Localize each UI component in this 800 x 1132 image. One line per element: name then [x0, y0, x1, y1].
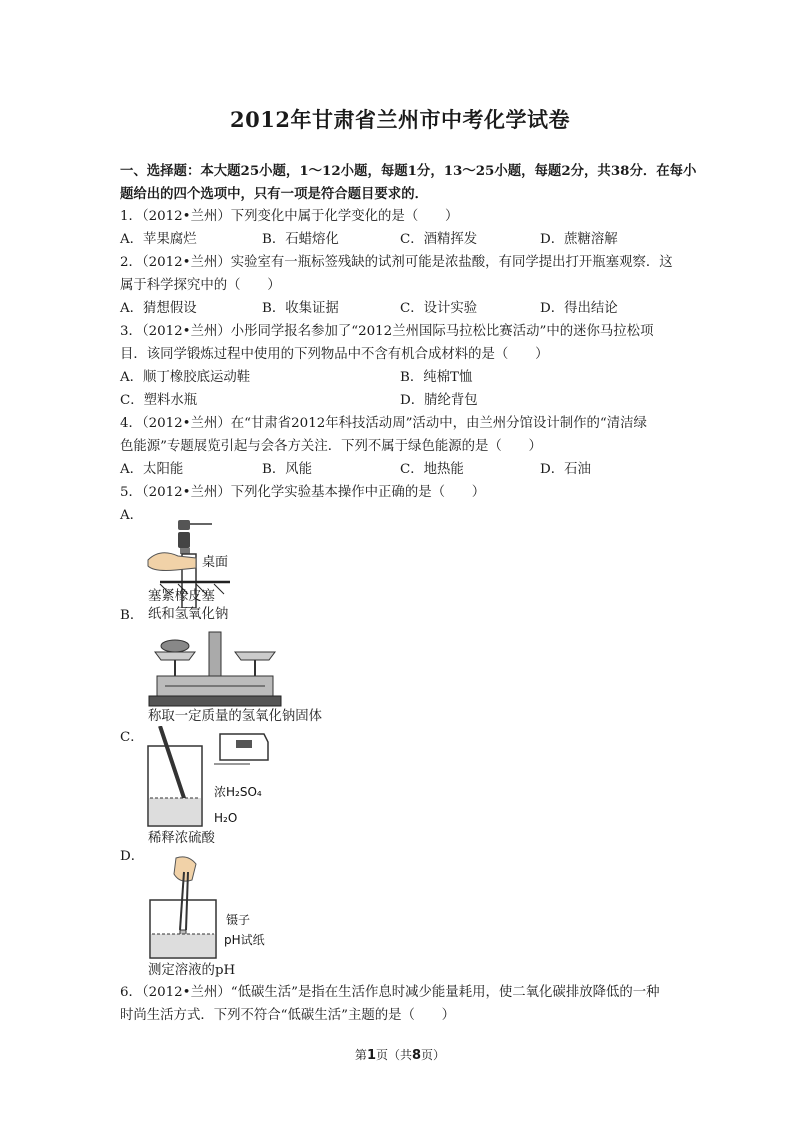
- fig-d-ph-paper-label: pH试纸: [224, 933, 265, 947]
- page-title: 2012年甘肃省兰州市中考化学试卷: [230, 107, 570, 132]
- q5-stem: 5．（2012•兰州）下列化学实验基本操作中正确的是（ ）: [120, 485, 486, 500]
- q3-option-c: C．塑料水瓶: [120, 393, 198, 408]
- q3-option-a: A．顺丁橡胶底运动鞋: [120, 370, 251, 385]
- q1-option-b: B．石蜡熔化: [262, 232, 339, 247]
- q5-option-a: A．: [120, 508, 144, 523]
- q2-option-b: B．收集证据: [262, 301, 339, 316]
- fig-a-desk-label: 桌面: [202, 555, 229, 570]
- section-heading-line2: 题给出的四个选项中，只有一项是符合题目要求的．: [120, 186, 428, 202]
- fig-c-caption: 稀释浓硫酸: [148, 831, 215, 846]
- figure-measure-ph: [140, 854, 280, 962]
- fig-d-tweezers-label: 镊子: [226, 913, 251, 927]
- q3-option-b: B．纯棉T恤: [400, 370, 473, 385]
- footer-total-pages: 8: [412, 1048, 422, 1063]
- q6-stem-line1: 6．（2012•兰州）“低碳生活”是指在生活作息时减少能量耗用，使二氧化碳排放降低的一种: [120, 985, 660, 1000]
- footer-prefix: 第: [354, 1048, 367, 1062]
- fig-c-water-label: H₂O: [214, 811, 238, 825]
- q3-option-d: D．腈纶背包: [400, 393, 478, 408]
- figure-dilute-acid: [140, 726, 280, 832]
- section-heading-line1: 一、选择题：本大题25小题，1～12小题，每题1分，13～25小题，每题2分，共38分．在每小: [120, 163, 697, 179]
- q1-option-c: C．酒精挥发: [400, 232, 478, 247]
- q5-option-b: B．: [120, 608, 144, 623]
- q1-option-d: D．蔗糖溶解: [540, 232, 618, 247]
- q1-stem: 1．（2012•兰州）下列变化中属于化学变化的是（ ）: [120, 209, 459, 224]
- q3-stem-line1: 3．（2012•兰州）小彤同学报名参加了“2012兰州国际马拉松比赛活动”中的迷你马拉松项: [120, 324, 654, 339]
- q2-stem-line2: 属于科学探究中的（ ）: [120, 278, 281, 293]
- q5-option-c: C．: [120, 730, 144, 745]
- q3-stem-line2: 目．该同学锻炼过程中使用的下列物品中不含有机合成材料的是（ ）: [120, 347, 549, 362]
- q4-option-d: D．石油: [540, 462, 591, 477]
- q6-stem-line2: 时尚生活方式．下列不符合“低碳生活”主题的是（ ）: [120, 1008, 456, 1023]
- fig-c-acid-label: 浓H₂SO₄: [214, 785, 262, 799]
- footer-suffix: 页）: [421, 1048, 446, 1062]
- q4-option-b: B．风能: [262, 462, 313, 477]
- q5-option-d: D．: [120, 849, 145, 864]
- fig-b-label: 纸和氢氧化钠: [148, 607, 229, 622]
- q2-option-a: A．猜想假设: [120, 301, 197, 316]
- q2-option-d: D．得出结论: [540, 301, 618, 316]
- page-footer: [0, 1046, 800, 1063]
- q2-option-c: C．设计实验: [400, 301, 478, 316]
- q1-option-a: A．苹果腐烂: [120, 232, 197, 247]
- q2-stem-line1: 2．（2012•兰州）实验室有一瓶标签残缺的试剂可能是浓盐酸，有同学提出打开瓶塞观察．这: [120, 255, 673, 270]
- q4-option-a: A．太阳能: [120, 462, 184, 477]
- fig-d-caption: 测定溶液的pH: [148, 963, 236, 978]
- q4-stem-line1: 4．（2012•兰州）在“甘肃省2012年科技活动周”活动中，由兰州分馆设计制作的“清洁绿: [120, 416, 647, 431]
- q4-stem-line2: 色能源”专题展览引起与会各方关注．下列不属于绿色能源的是（ ）: [120, 439, 542, 454]
- footer-middle: 页（共: [375, 1048, 412, 1062]
- figure-balance-scale: [145, 624, 290, 708]
- q4-option-c: C．地热能: [400, 462, 464, 477]
- fig-a-caption: 塞紧橡皮塞: [148, 589, 215, 604]
- footer-page-number: 1: [366, 1048, 376, 1063]
- fig-b-caption: 称取一定质量的氢氧化钠固体: [148, 709, 323, 724]
